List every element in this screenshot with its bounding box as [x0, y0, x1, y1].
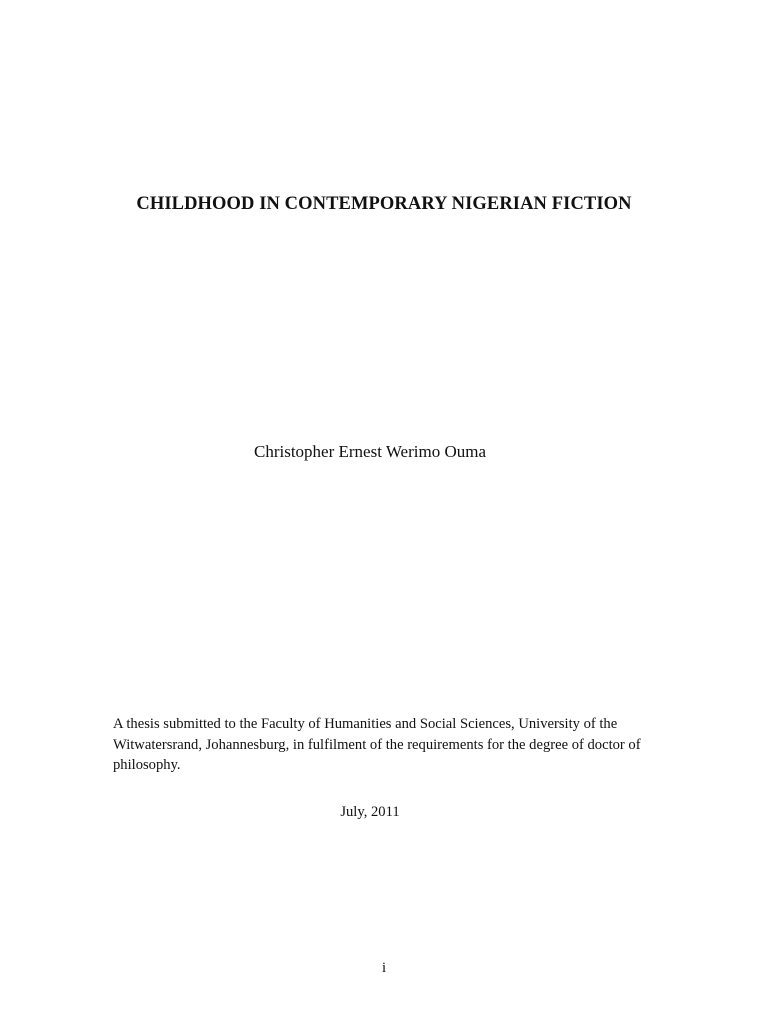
- thesis-title: CHILDHOOD IN CONTEMPORARY NIGERIAN FICTION: [136, 194, 632, 214]
- page-number: i: [381, 960, 387, 976]
- submission-statement: A thesis submitted to the Faculty of Humanities and Social Sciences, University of the Witwatersrand, Johannesburg, in fulfilment of the requirements for the degree of doctor of philosophy.: [113, 716, 641, 773]
- author-name: Christopher Ernest Werimo Ouma: [253, 442, 487, 461]
- submission-date: July, 2011: [340, 804, 400, 820]
